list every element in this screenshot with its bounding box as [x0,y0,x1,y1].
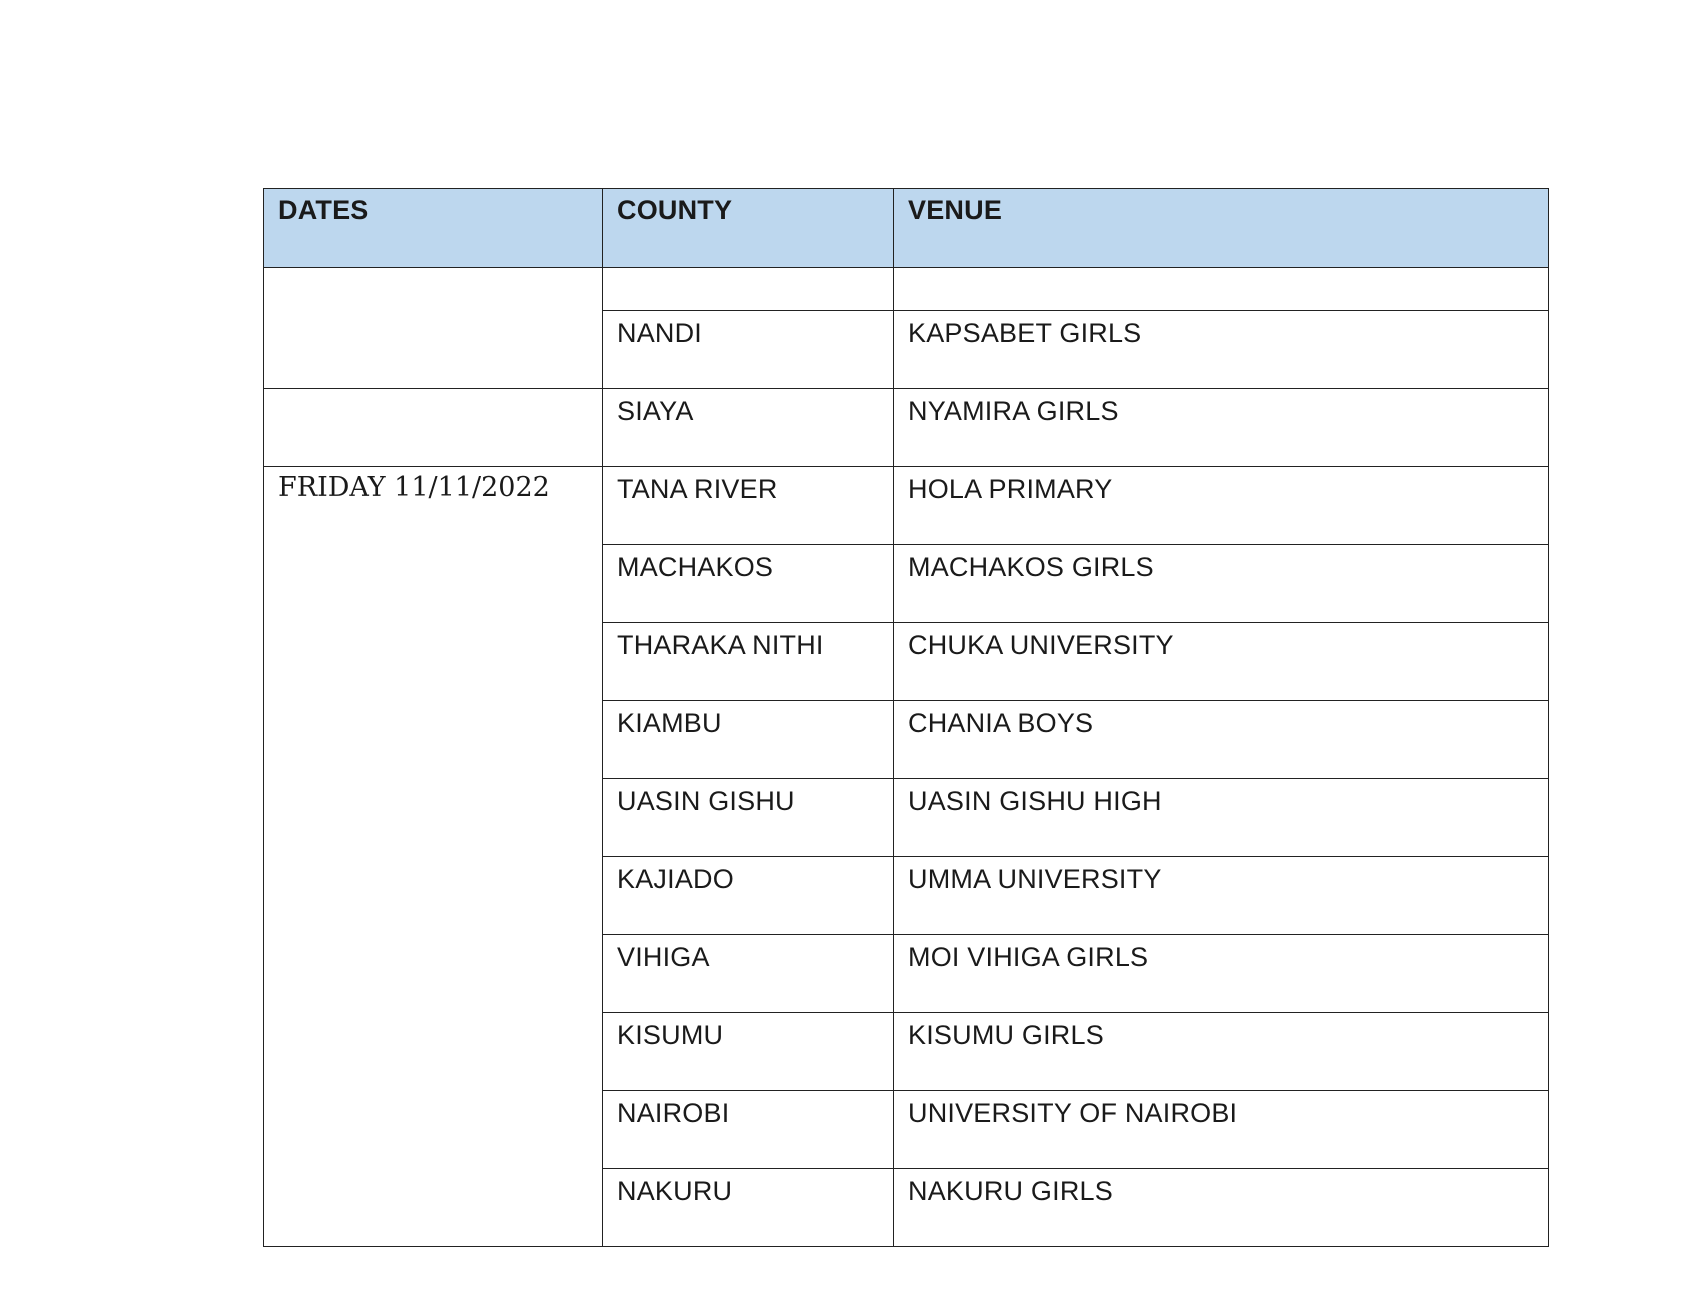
date-cell-empty [264,389,603,467]
venue-cell: MACHAKOS GIRLS [894,545,1549,623]
venue-cell: UNIVERSITY OF NAIROBI [894,1091,1549,1169]
county-cell: KIAMBU [603,701,894,779]
header-row [264,189,1549,268]
date-cell-friday: FRIDAY 11/11/2022 [264,467,603,1247]
schedule-table [263,188,1549,1247]
venue-cell: CHUKA UNIVERSITY [894,623,1549,701]
venue-cell: KAPSABET GIRLS [894,311,1549,389]
venue-cell: UASIN GISHU HIGH [894,779,1549,857]
table-row [264,389,1549,467]
venue-cell: NYAMIRA GIRLS [894,389,1549,467]
table-row [264,268,1549,311]
county-cell: SIAYA [603,389,894,467]
county-cell: NAKURU [603,1169,894,1247]
county-cell: KAJIADO [603,857,894,935]
venue-cell: KISUMU GIRLS [894,1013,1549,1091]
county-cell: VIHIGA [603,935,894,1013]
header-dates: DATES [264,189,603,268]
header-venue: VENUE [894,189,1549,268]
venue-cell: CHANIA BOYS [894,701,1549,779]
table-row [264,467,1549,545]
county-cell: UASIN GISHU [603,779,894,857]
county-cell: NANDI [603,311,894,389]
county-cell: MACHAKOS [603,545,894,623]
venue-cell: HOLA PRIMARY [894,467,1549,545]
county-cell: NAIROBI [603,1091,894,1169]
county-cell [603,268,894,311]
venue-cell: NAKURU GIRLS [894,1169,1549,1247]
date-cell-empty [264,268,603,389]
county-cell: KISUMU [603,1013,894,1091]
venue-cell: MOI VIHIGA GIRLS [894,935,1549,1013]
county-cell: THARAKA NITHI [603,623,894,701]
header-county: COUNTY [603,189,894,268]
county-cell: TANA RIVER [603,467,894,545]
venue-cell: UMMA UNIVERSITY [894,857,1549,935]
venue-cell [894,268,1549,311]
